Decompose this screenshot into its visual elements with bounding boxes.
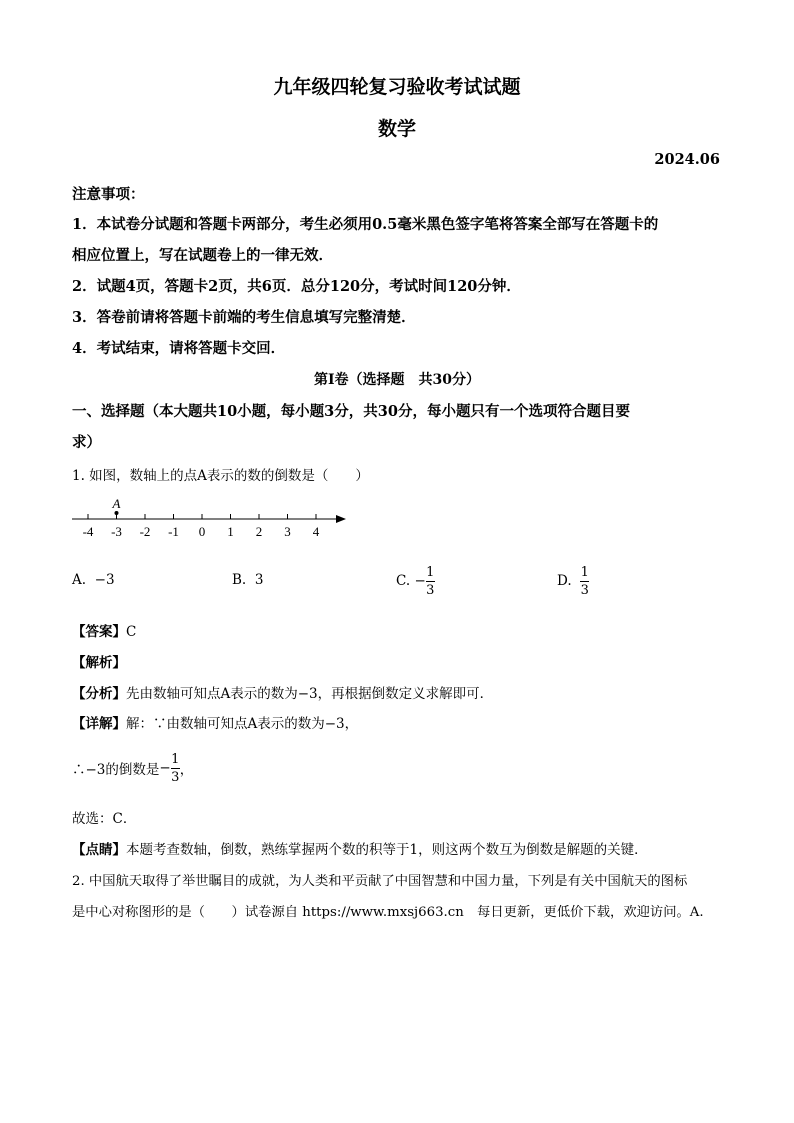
section-heading-cont: 求） xyxy=(72,434,101,451)
analysis-tag: 【解析】 xyxy=(72,655,126,671)
option-c-sign: − xyxy=(414,573,426,589)
option-c-label: C. xyxy=(396,573,411,589)
question-2-text-cont: 是中心对称图形的是（ ）试卷源自 https://www.mxsj663.cn 每日更新，更低价下载，欢迎访问。A. xyxy=(72,905,704,920)
dianjing-line xyxy=(72,838,648,858)
fraction-denominator: 3 xyxy=(171,769,180,785)
point-a-marker xyxy=(115,511,119,515)
number-line-arrow xyxy=(336,515,346,523)
fraction-numerator: 1 xyxy=(171,751,180,767)
therefore-line xyxy=(72,750,193,786)
option-c xyxy=(396,563,435,599)
part-title: 第Ⅰ卷（选择题 共30分） xyxy=(313,372,481,388)
answer-tag: 【答案】 xyxy=(72,624,126,640)
number-line-tick-label: -1 xyxy=(168,524,179,539)
section-heading: 一、选择题（本大题共10小题，每小题3分，共30分，每小题只有一个选项符合题目要 xyxy=(72,403,630,420)
dianjing-text: 本题考查数轴，倒数，熟练掌握两个数的积等于1，则这两个数互为倒数是解题的关键． xyxy=(126,842,648,858)
option-d-label: D. xyxy=(557,573,572,589)
fenxi-tag: 【分析】 xyxy=(72,686,126,702)
number-line-tick-label: -4 xyxy=(82,524,94,539)
xiangjie-text: 解：∵由数轴可知点A表示的数为−3， xyxy=(126,716,359,732)
number-line-tick-label: 0 xyxy=(198,524,206,539)
choose-line: 故选：C． xyxy=(72,811,137,827)
number-line-tick-label: 3 xyxy=(284,524,291,539)
point-a-label: A xyxy=(112,496,121,511)
xiangjie-line xyxy=(72,712,358,732)
therefore-fraction xyxy=(171,752,180,785)
xiangjie-tag: 【详解】 xyxy=(72,716,126,732)
question-1-text: 1. 如图，数轴上的点A表示的数的倒数是（ ） xyxy=(72,468,369,484)
number-line-tick-label: 4 xyxy=(312,524,320,539)
number-line-tick-label: 1 xyxy=(227,524,234,539)
fenxi-line xyxy=(72,682,493,702)
fenxi-text: 先由数轴可知点A表示的数为−3，再根据倒数定义求解即可． xyxy=(126,686,494,702)
subject-title: 数学 xyxy=(377,118,416,140)
notes-item: 2．试题4页，答题卡2页，共6页．总分120分，考试时间120分钟． xyxy=(72,278,521,295)
therefore-text: ∴−3的倒数是 xyxy=(72,762,160,778)
option-a-value: −3 xyxy=(94,572,115,588)
answer-line xyxy=(72,620,136,640)
number-line-tick-label: 2 xyxy=(255,524,263,539)
fraction-denominator: 3 xyxy=(426,582,435,598)
exam-date: 2024.06 xyxy=(654,151,720,168)
question-2-text: 2. 中国航天取得了举世瞩目的成就，为人类和平贡献了中国智慧和中国力量，下列是有关中国航天的图标 xyxy=(72,874,688,889)
option-c-fraction xyxy=(426,565,435,598)
answer-value: C xyxy=(126,624,137,640)
analysis-heading xyxy=(72,651,126,671)
option-d-fraction xyxy=(580,565,589,598)
option-b-value: 3 xyxy=(254,572,264,588)
therefore-sign: − xyxy=(159,760,171,776)
notes-heading: 注意事项： xyxy=(72,186,145,203)
notes-item: 4．考试结束，请将答题卡交回． xyxy=(72,340,286,357)
number-line-figure xyxy=(68,492,358,542)
option-a-label: A. xyxy=(72,572,87,588)
notes-item: 3．答卷前请将答题卡前端的考生信息填写完整清楚． xyxy=(72,309,416,326)
fraction-numerator: 1 xyxy=(580,564,589,580)
notes-item: 1．本试卷分试题和答题卡两部分，考生必须用0.5毫米黑色签字笔将答案全部写在答题卡的 xyxy=(72,216,659,233)
page-title: 九年级四轮复习验收考试试题 xyxy=(273,76,521,98)
option-d xyxy=(557,563,589,599)
notes-item: 相应位置上，写在试题卷上的一律无效． xyxy=(72,247,333,264)
number-line-tick-label: -2 xyxy=(139,524,151,539)
fraction-denominator: 3 xyxy=(580,582,589,598)
option-b xyxy=(232,572,263,588)
number-line-tick-label: -3 xyxy=(111,524,122,539)
fraction-numerator: 1 xyxy=(426,564,435,580)
dianjing-tag: 【点睛】 xyxy=(72,842,126,858)
therefore-end: ， xyxy=(179,762,194,778)
option-b-label: B. xyxy=(232,572,247,588)
option-a xyxy=(72,572,115,588)
